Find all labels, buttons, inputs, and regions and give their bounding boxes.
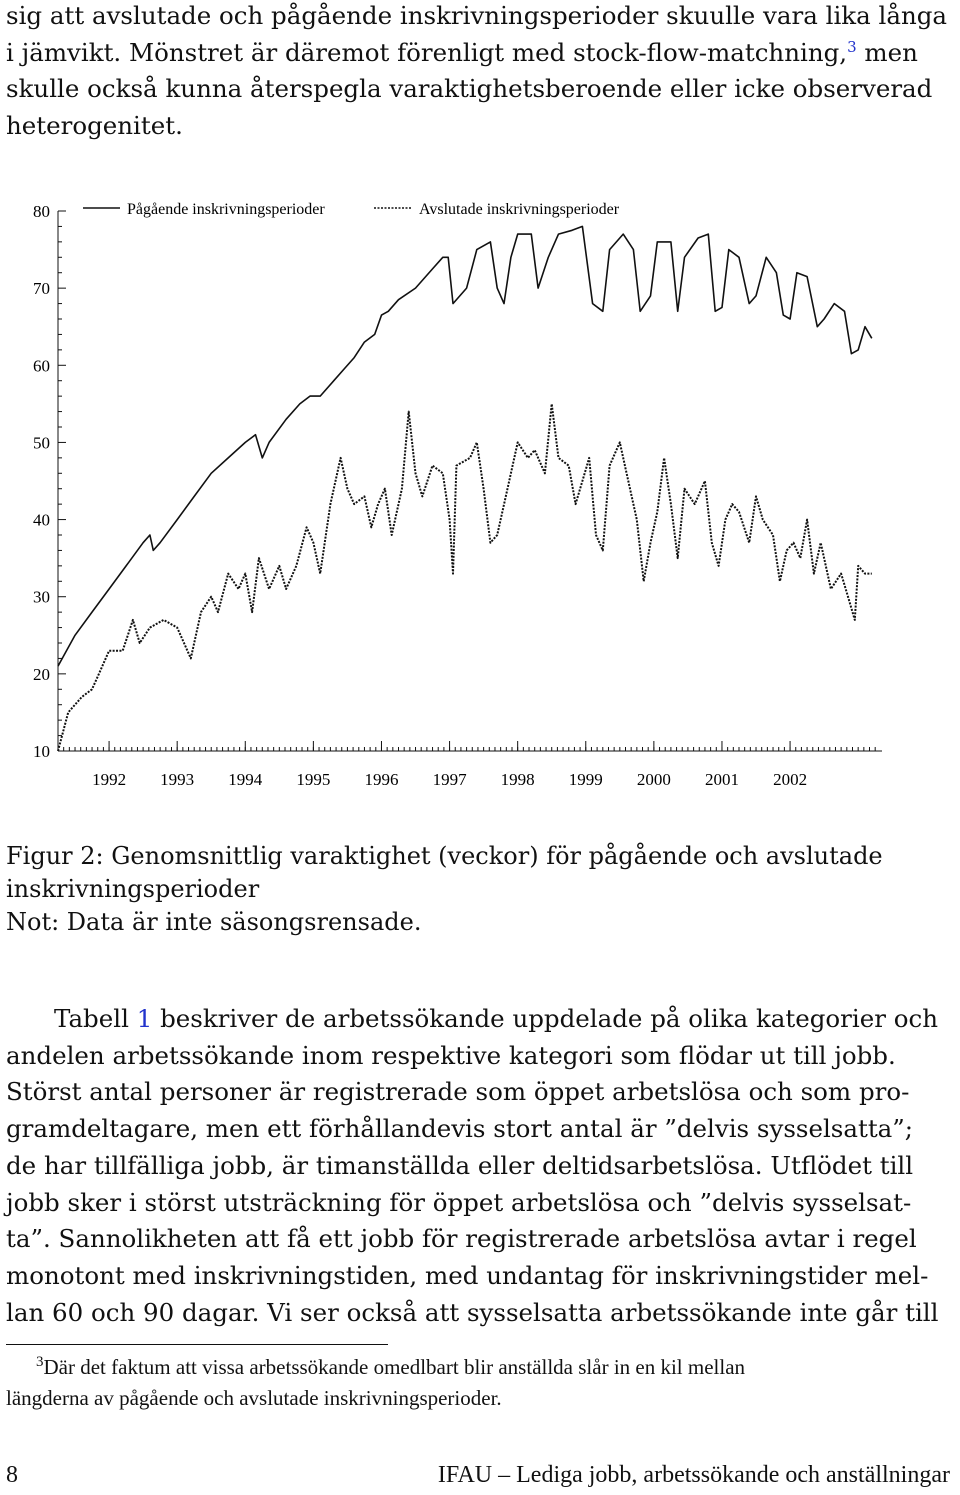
x-tick-label: 1998	[500, 770, 535, 789]
body-line: Tabell 1 beskriver de arbetssökande uppdelade på olika kategorier och	[54, 1004, 938, 1033]
body-line: jobb sker i störst utsträckning för öppet arbetslösa och ”delvis sysselsat-	[6, 1187, 912, 1217]
x-tick-label: 2000	[636, 770, 671, 789]
body-line: ta”. Sannolikheten att få ett jobb för registrerade arbetslösa avtar i regel	[6, 1224, 917, 1254]
intro-line: heterogenitet.	[6, 111, 183, 141]
y-tick-label: 30	[33, 587, 50, 607]
chart-series	[58, 226, 872, 751]
x-tick-label: 1996	[364, 770, 399, 789]
body-line: monotont med inskrivningstiden, med undantag för inskrivningstider mel-	[6, 1260, 929, 1290]
body-line: andelen arbetssökande inom respektive kategori som flödar ut till jobb.	[6, 1040, 896, 1070]
x-tick-label: 1997	[432, 770, 467, 789]
caption-line: Figur 2: Genomsnittlig varaktighet (veckor) för pågående och avslutade	[6, 842, 883, 870]
intro-line: skulle också kunna återspegla varaktighetsberoende eller icke observerad	[6, 74, 933, 104]
x-tick-label: 2001	[704, 770, 739, 789]
x-tick-label: 1995	[296, 770, 331, 789]
x-tick-label: 2002	[773, 770, 808, 789]
caption-line: inskrivningsperioder	[6, 875, 260, 903]
intro-line: sig att avslutade och pågående inskrivningsperioder skuulle vara lika långa	[6, 1, 948, 30]
footnote-line: $^3$Där det faktum att vissa arbetssökande omedlbart blir anställda slår in en kil mellan	[36, 1354, 746, 1379]
legend-entry-avslutade: Avslutade inskrivningsperioder	[419, 201, 620, 218]
footnote	[6, 1352, 956, 1414]
y-tick-label: 50	[33, 433, 50, 453]
body-line: Störst antal personer är registrerade som öppet arbetslösa och som pro-	[6, 1077, 910, 1107]
chart-legend	[83, 201, 620, 218]
running-title: IFAU – Lediga jobb, arbetssökande och anställningar	[437, 1462, 950, 1488]
table-ref-link[interactable]: 1	[136, 1004, 153, 1033]
intro-paragraph	[6, 0, 956, 145]
body-paragraph	[6, 1001, 956, 1331]
x-tick-label: 1992	[92, 770, 127, 789]
x-tick-label: 1999	[568, 770, 603, 789]
footnote-ref[interactable]: 3	[847, 37, 857, 56]
y-tick-label: 80	[33, 202, 50, 221]
figure-caption	[6, 840, 956, 939]
series-line-pagaende	[58, 226, 872, 666]
x-tick-label: 1994	[228, 770, 263, 789]
body-line: lan 60 och 90 dagar. Vi ser också att sysselsatta arbetssökande inte går till	[6, 1297, 939, 1327]
legend-entry-pagaende: Pågående inskrivningsperioder	[127, 201, 325, 218]
y-tick-label: 10	[33, 742, 50, 761]
x-tick-label: 1993	[160, 770, 195, 789]
y-tick-label: 60	[33, 356, 50, 376]
series-line-avslutade	[58, 404, 872, 751]
footnote-line: längderna av pågående och avslutade inskrivningsperioder.	[6, 1386, 502, 1410]
body-line: gramdeltagare, men ett förhållandevis stort antal är ”delvis sysselsatta”;	[6, 1114, 914, 1144]
body-line: de har tillfälliga jobb, är timanställda eller deltidsarbetslösa. Utflödet till	[6, 1150, 914, 1180]
footnote-mark: 3	[36, 1354, 44, 1370]
duration-line-chart	[0, 190, 960, 800]
y-tick-label: 70	[33, 279, 50, 299]
y-tick-label: 40	[33, 510, 50, 530]
y-tick-label: 20	[33, 664, 50, 684]
figure-note: Not: Data är inte säsongsrensade.	[6, 908, 422, 936]
chart-axes	[33, 202, 882, 789]
intro-line: i jämvikt. Mönstret är däremot förenligt med stock-flow-matchning,$^3$ men	[6, 37, 918, 67]
page-number: 8	[6, 1462, 18, 1488]
footnote-rule	[6, 1344, 388, 1345]
